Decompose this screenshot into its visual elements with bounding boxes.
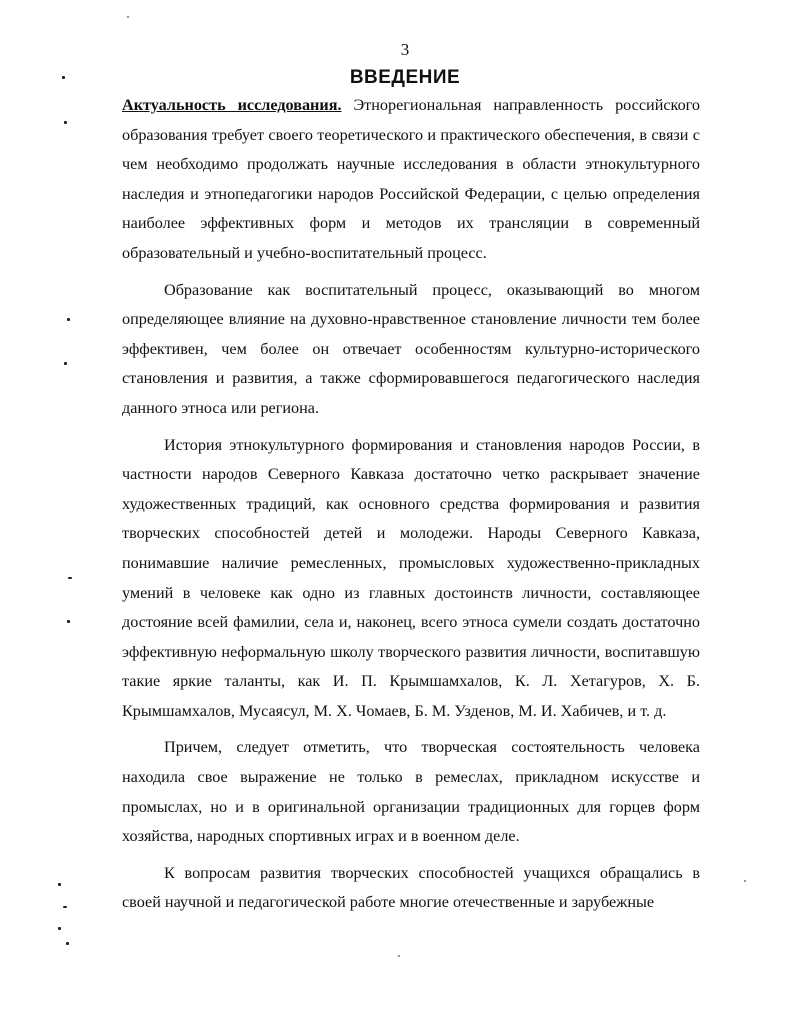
scan-mark: [67, 620, 70, 623]
paragraph-creativity: Причем, следует отметить, что творческая состоятельность человека находила свое выражение не только в ремеслах, прикладном искусстве и промыслах, но и в оригинальной организации традиционных для горцев форм хозяйства, народных спортивных играх и в военном деле.: [122, 738, 700, 846]
scan-speck: [744, 880, 746, 882]
scan-mark: [58, 927, 61, 930]
scan-speck: [398, 955, 400, 957]
body-text: [122, 91, 700, 918]
section-heading: Актуальность исследования.: [122, 96, 342, 114]
page-title: ВВЕДЕНИЕ: [349, 67, 461, 88]
scan-mark: [63, 906, 67, 908]
paragraph-education: Образование как воспитательный процесс, оказывающий во многом определяющее влияние на духовно-нравственное становление личности тем более эффективен, чем более он отвечает особенностям культурно-исторического становления и развития, а также сформировавшегося педагогического наследия данного этноса или региона.: [122, 280, 700, 417]
scan-speck: [127, 16, 129, 18]
scan-mark: [68, 577, 72, 579]
scan-mark: [62, 76, 65, 79]
scan-mark: [66, 942, 69, 945]
page-number: 3: [400, 40, 410, 59]
paragraph-history: История этнокультурного формирования и становления народов России, в частности народов Северного Кавказа достаточно четко раскрывает значение художественных традиций, как основного средства формирования и развития творческих способностей детей и молодежи. Народы Северного Кавказа, понимавшие наличие ремесленных, промысловых художественно-прикладных умений в человеке как одно из главных достоинств личности, составляющее достояние всей фамилии, села и, наконец, всего этноса сумели создать достаточно эффективную неформальную школу творческого развития личности, воспитавшую такие яркие таланты, как И. П. Крымшамхалов, К. Л. Хетагуров, Х. Б. Крымшамхалов, Мусаясул, М. Х. Чомаев, Б. М. Узденов, М. И. Хабичев, и т. д.: [122, 435, 700, 720]
paragraph-research: К вопросам развития творческих способностей учащихся обращались в своей научной и педагогической работе многие отечественные и зарубежные: [122, 863, 700, 912]
scan-mark: [67, 318, 70, 321]
paragraph-relevance: [122, 91, 700, 269]
paragraph-relevance-text: Этнорегиональная направленность российского образования требует своего теоретического и практического обеспечения, в связи с чем необходимо продолжать научные исследования в области этнокультурного наследия и этнопедагогики народов Российской Федерации, с целью определения наиболее эффективных форм и методов их трансляции в современный образовательный и учебно-воспитательный процесс.: [122, 96, 701, 262]
scan-mark: [58, 883, 61, 886]
scan-mark: [64, 362, 67, 365]
scan-mark: [64, 121, 67, 124]
